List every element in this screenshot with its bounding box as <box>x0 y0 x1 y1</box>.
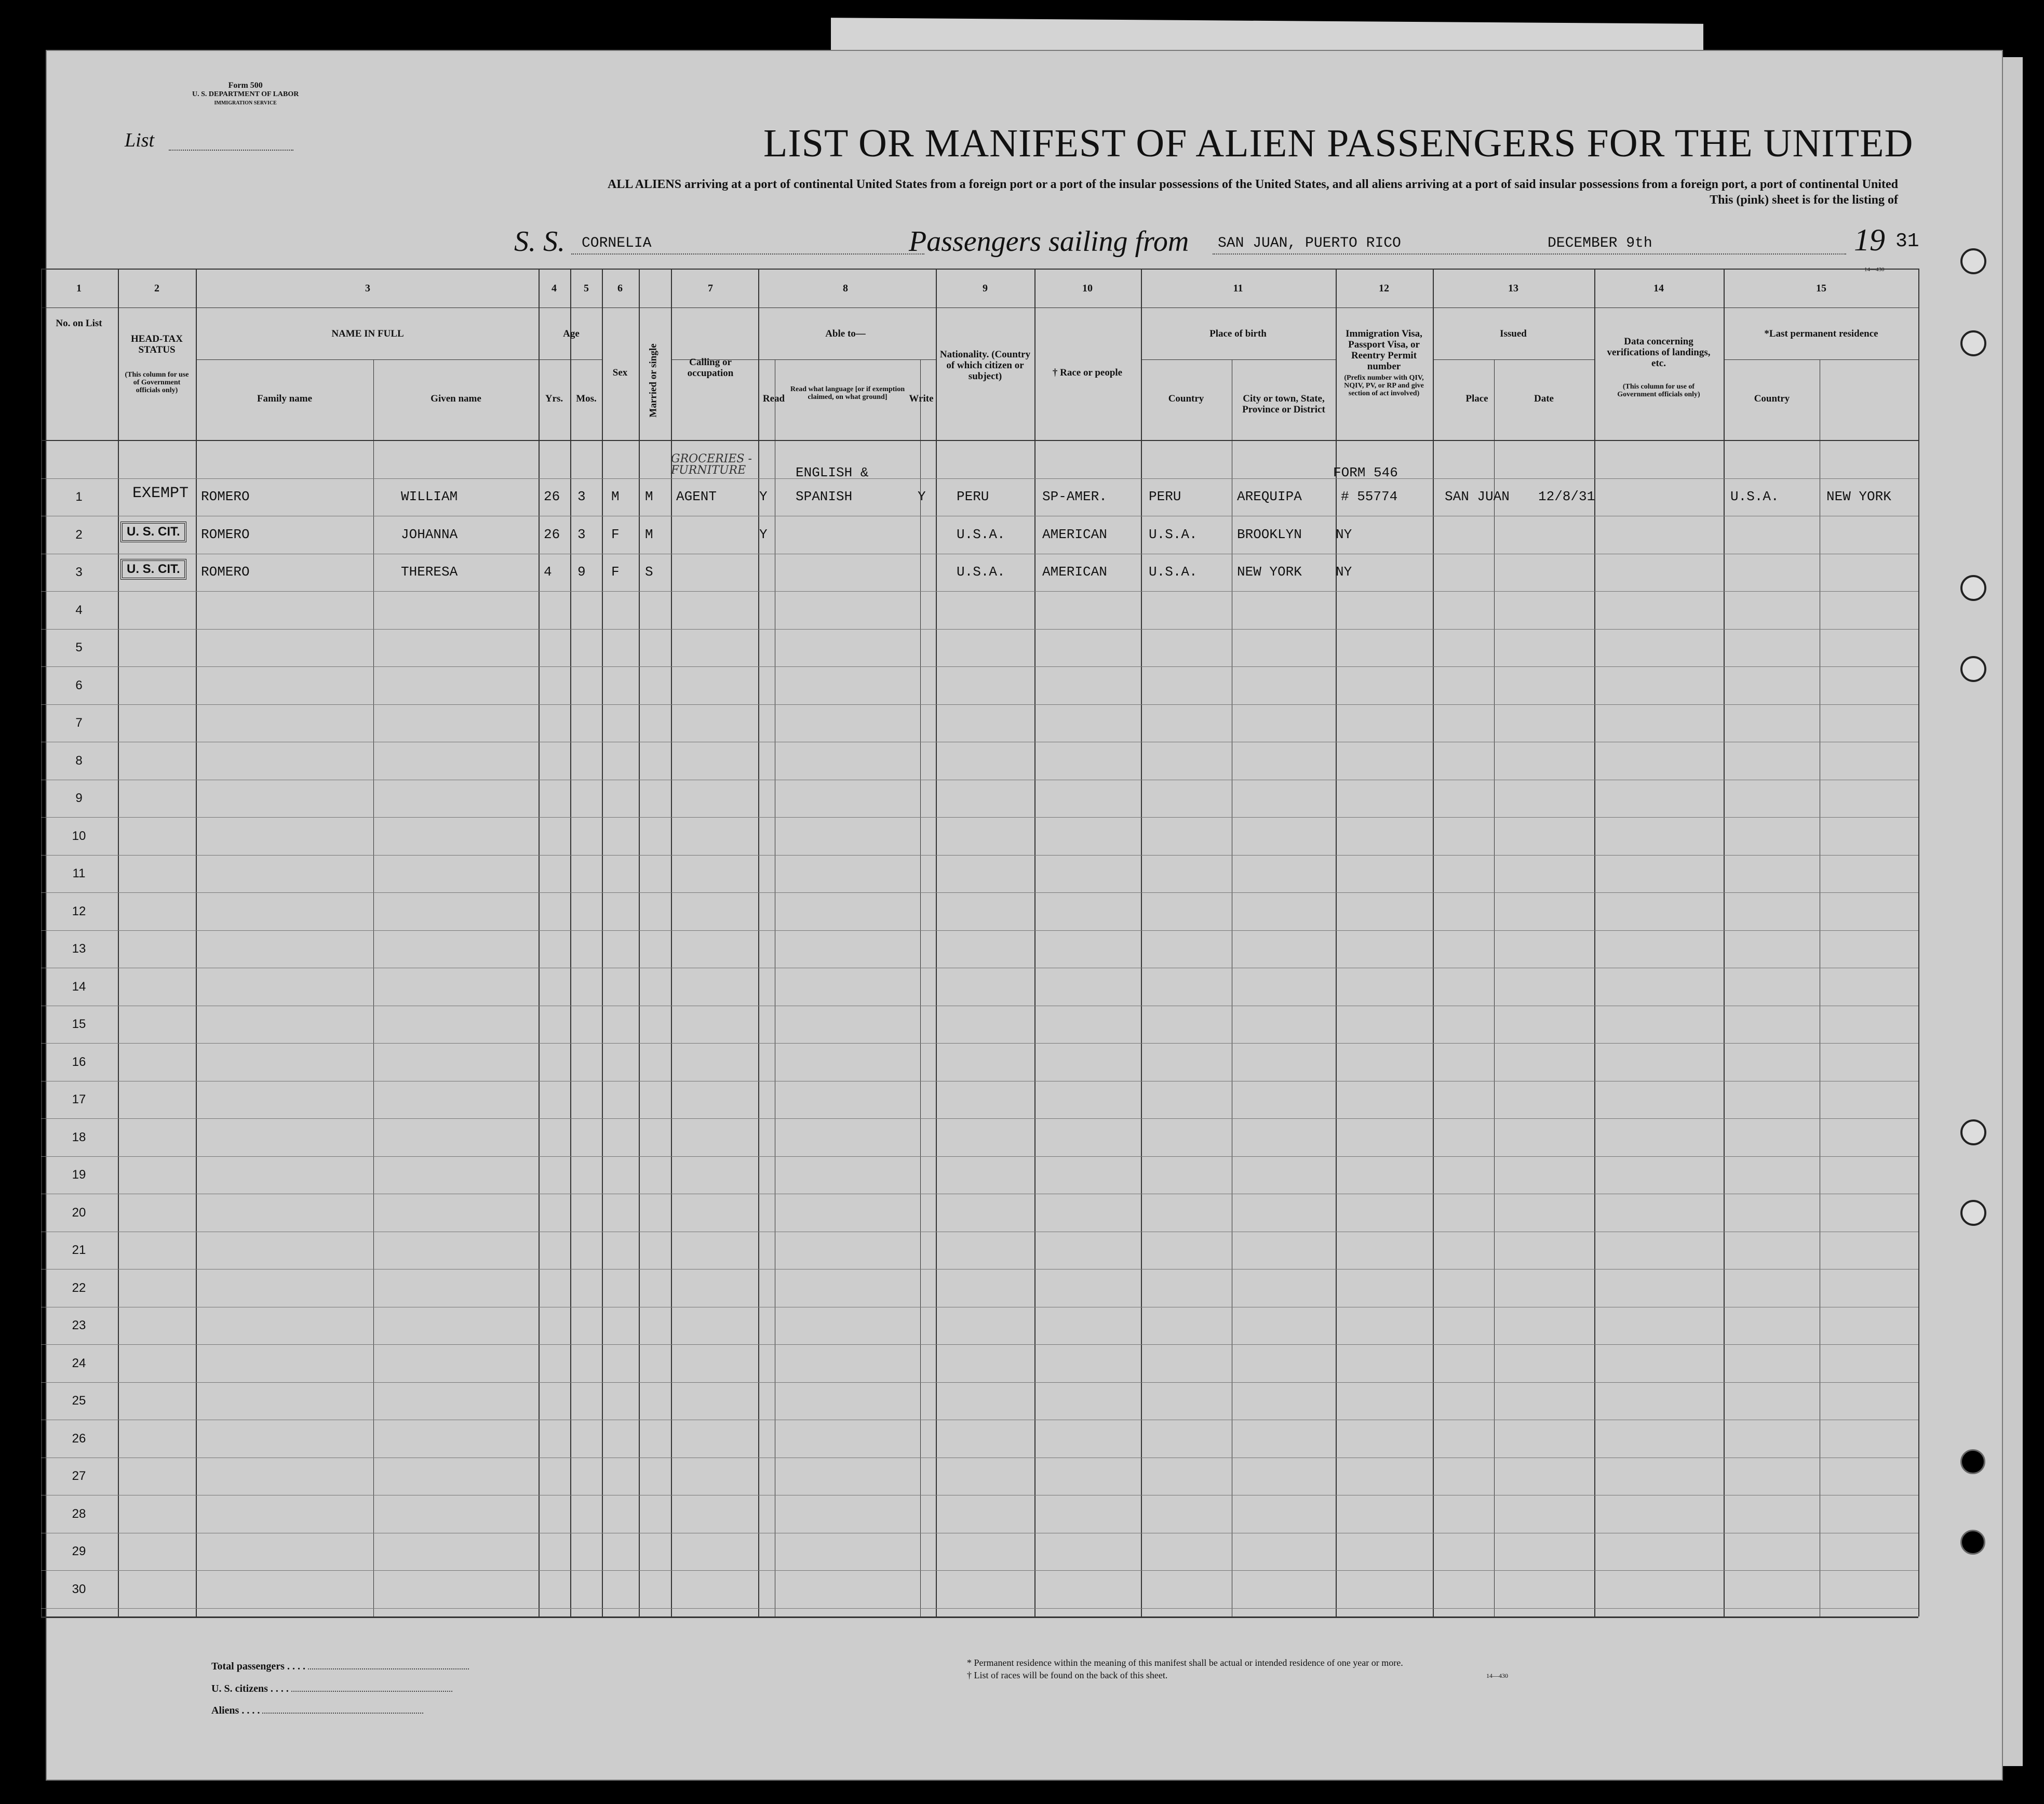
race: AMERICAN <box>1042 564 1107 580</box>
column-number: 12 <box>1379 283 1389 294</box>
column-number: 4 <box>552 283 557 294</box>
row-number: 7 <box>75 716 83 730</box>
language: SPANISH <box>796 489 853 504</box>
footer-us-citizens <box>211 1683 452 1695</box>
row-number: 25 <box>72 1394 86 1408</box>
form-header <box>192 81 299 108</box>
header-mos: Mos. <box>576 393 597 404</box>
departure-port: SAN JUAN, PUERTO RICO <box>1218 235 1401 251</box>
header-no-on-list: No. on List <box>56 318 102 329</box>
given-name: JOHANNA <box>401 526 458 542</box>
row-rule <box>41 1382 1918 1383</box>
punch-hole <box>1960 575 1986 601</box>
leader-dots: . . . . <box>267 1683 291 1694</box>
header-residence-country: Country <box>1754 393 1790 404</box>
column-rule <box>1141 269 1142 1616</box>
header-birth-country: Country <box>1168 393 1204 404</box>
passengers-label: Passengers sailing from <box>909 225 1189 258</box>
visa-form: FORM 546 <box>1333 465 1398 480</box>
subtitle <box>608 177 1898 208</box>
year-suffix: 31 <box>1895 230 1919 252</box>
header-sex: Sex <box>612 367 628 378</box>
sub-column-rule <box>920 359 921 1616</box>
column-rule <box>570 269 571 1616</box>
header-issued: Issued <box>1500 328 1527 339</box>
form-dept: U. S. DEPARTMENT OF LABOR <box>192 90 299 98</box>
punch-hole <box>1960 1119 1986 1145</box>
row-number: 30 <box>72 1582 86 1596</box>
footer-aliens-label: Aliens <box>211 1705 239 1716</box>
header-visa: Immigration Visa, Passport Visa, or Reentry Permit number <box>1346 328 1422 372</box>
header-issued-place: Place <box>1465 393 1488 404</box>
row-number: 23 <box>72 1318 86 1332</box>
sub-column-rule <box>758 359 759 1616</box>
leader-dots: . . . . <box>239 1705 263 1716</box>
form-service: IMMIGRATION SERVICE <box>214 100 277 106</box>
row-rule <box>41 1269 1918 1270</box>
punch-hole <box>1960 1200 1986 1226</box>
header-nationality: Nationality. (Country of which citizen or subject) <box>939 349 1031 382</box>
punch-hole <box>1960 1449 1985 1474</box>
row-rule <box>41 1570 1918 1571</box>
column-number: 9 <box>983 283 988 294</box>
column-number: 2 <box>154 283 159 294</box>
footnote-residence: * Permanent residence within the meaning of this manifest shall be actual or intended residence of one year or more. <box>967 1658 1403 1668</box>
row-rule <box>41 666 1918 667</box>
column-number: 3 <box>365 283 370 294</box>
head-tax-stamp: U. S. CIT. <box>120 559 186 580</box>
list-line <box>169 150 293 151</box>
birth-country: U.S.A. <box>1149 526 1198 542</box>
row-number: 20 <box>72 1205 86 1220</box>
group-rule <box>539 359 602 360</box>
group-rule <box>1433 359 1594 360</box>
column-number: 14 <box>1653 283 1664 294</box>
row-rule <box>41 1118 1918 1119</box>
row-number: 26 <box>72 1431 86 1446</box>
manifest-sheet <box>46 50 2003 1781</box>
header-race: † Race or people <box>1052 367 1123 378</box>
column-rule <box>1034 269 1036 1616</box>
row-number: 13 <box>72 942 86 956</box>
row-number: 21 <box>72 1243 86 1257</box>
family-name: ROMERO <box>201 526 250 542</box>
header-issued-date: Date <box>1534 393 1554 404</box>
column-rule <box>118 269 119 1616</box>
sex: M <box>611 489 620 504</box>
punch-hole <box>1960 656 1986 682</box>
row-rule <box>41 478 1918 479</box>
column-number: 8 <box>843 283 848 294</box>
table-bottom-rule <box>41 1616 1918 1618</box>
column-rule <box>1594 269 1595 1616</box>
header-head-tax: HEAD-TAX STATUS <box>131 333 183 355</box>
row-rule <box>41 1608 1918 1609</box>
ship-label: S. S. <box>514 225 565 258</box>
row-number: 6 <box>75 678 83 692</box>
column-rule <box>1724 269 1725 1616</box>
footer-us-citizens-blank <box>291 1691 452 1692</box>
birth-country: U.S.A. <box>1149 564 1198 580</box>
punch-hole <box>1960 330 1986 356</box>
row-number: 5 <box>75 640 83 654</box>
row-rule <box>41 1344 1918 1345</box>
marital-status: M <box>645 489 653 504</box>
issued-place: SAN JUAN <box>1445 489 1510 504</box>
header-birth-city: City or town, State, Province or District <box>1242 393 1325 415</box>
footer-total-passengers-label: Total passengers <box>211 1661 285 1672</box>
row-number: 12 <box>72 904 86 918</box>
row-rule <box>41 817 1918 818</box>
column-rule <box>539 269 540 1616</box>
birth-country: PERU <box>1149 489 1181 504</box>
header-married: Married or single <box>648 343 659 418</box>
row-number: 3 <box>75 565 83 579</box>
header-family-name: Family name <box>257 393 313 404</box>
row-rule <box>41 1043 1918 1044</box>
family-name: ROMERO <box>201 489 250 504</box>
can-write: Y <box>918 489 926 504</box>
subtitle-line-1: ALL ALIENS arriving at a port of continental United States from a foreign port or a port of the insular possessions of the United States, and all aliens arriving at a port of said insular possessions from a foreign port, a port of continental United <box>608 178 1898 191</box>
column-number: 15 <box>1816 283 1826 294</box>
leader-dots: . . . . <box>284 1661 308 1672</box>
birth-city: AREQUIPA <box>1237 489 1302 504</box>
head-tax-stamp: EXEMPT <box>132 485 189 502</box>
column-rule <box>602 269 603 1616</box>
row-number: 19 <box>72 1168 86 1182</box>
column-rule <box>196 269 197 1616</box>
given-name: WILLIAM <box>401 489 458 504</box>
header-given-name: Given name <box>431 393 481 404</box>
footer-aliens-blank <box>262 1713 423 1714</box>
row-number: 17 <box>72 1092 86 1106</box>
nationality: U.S.A. <box>957 526 1005 542</box>
head-tax-stamp: U. S. CIT. <box>120 522 186 542</box>
row-rule <box>41 591 1918 592</box>
ship-name: CORNELIA <box>582 235 652 251</box>
row-number: 11 <box>72 866 86 880</box>
sex: F <box>611 526 620 542</box>
row-number: 28 <box>72 1506 86 1521</box>
column-rule <box>1433 269 1434 1616</box>
birth-state: NY <box>1336 526 1352 542</box>
occupation: AGENT <box>676 489 717 504</box>
family-name: ROMERO <box>201 564 250 580</box>
row-number: 22 <box>72 1280 86 1295</box>
birth-state: NY <box>1336 564 1352 580</box>
group-rule <box>1724 359 1918 360</box>
row-number: 29 <box>72 1544 86 1558</box>
residence-city: NEW YORK <box>1826 489 1891 504</box>
header-place-of-birth: Place of birth <box>1209 328 1267 339</box>
row-number: 18 <box>72 1130 86 1144</box>
header-top-rule <box>41 269 1918 270</box>
departure-date: DECEMBER 9th <box>1548 235 1652 251</box>
row-number: 9 <box>75 791 83 805</box>
header-bottom-rule <box>41 440 1918 441</box>
age-months: 9 <box>577 564 586 580</box>
occupation-handwritten: GROCERIES - FURNITURE <box>671 452 752 477</box>
marital-status: S <box>645 564 653 580</box>
age-years: 4 <box>544 564 552 580</box>
manifest-grid <box>47 51 2002 1780</box>
page-title: LIST OR MANIFEST OF ALIEN PASSENGERS FOR THE UNITED <box>763 122 1914 165</box>
sex: F <box>611 564 620 580</box>
footer-form-code: 14—430 <box>1486 1672 1508 1679</box>
row-number: 8 <box>75 753 83 768</box>
departure-line <box>1213 253 1846 255</box>
can-read: Y <box>759 526 768 542</box>
language-top: ENGLISH & <box>796 465 869 480</box>
row-rule <box>41 629 1918 630</box>
nationality: U.S.A. <box>957 564 1005 580</box>
header-name-in-full: NAME IN FULL <box>331 328 404 339</box>
header-head-tax-note: (This column for use of Government officials only) <box>125 371 189 394</box>
ship-line <box>571 253 924 255</box>
row-rule <box>41 704 1918 705</box>
column-number: 11 <box>1233 283 1243 294</box>
header-write: Write <box>909 393 934 404</box>
sub-column-rule <box>373 359 374 1616</box>
age-years: 26 <box>544 526 560 542</box>
age-months: 3 <box>577 526 586 542</box>
given-name: THERESA <box>401 564 458 580</box>
birth-city: NEW YORK <box>1237 564 1302 580</box>
punch-hole <box>1960 1530 1985 1555</box>
row-number: 27 <box>72 1469 86 1483</box>
footer-total-passengers <box>211 1661 469 1673</box>
header-able-to: Able to— <box>825 328 866 339</box>
column-number: 5 <box>584 283 589 294</box>
visa-number: # 55774 <box>1341 489 1398 504</box>
sub-column-rule <box>1494 359 1495 1616</box>
header-verifications: Data concerning verifications of landings, etc. <box>1607 336 1711 369</box>
row-number: 24 <box>72 1356 86 1370</box>
row-number: 2 <box>75 527 83 542</box>
footnote-races: † List of races will be found on the back of this sheet. <box>967 1670 1168 1680</box>
list-label: List <box>125 129 155 151</box>
column-number: 6 <box>617 283 623 294</box>
column-number: 13 <box>1508 283 1518 294</box>
age-months: 3 <box>577 489 586 504</box>
birth-city: BROOKLYN <box>1237 526 1302 542</box>
column-number: 1 <box>76 283 82 294</box>
header-verifications-note: (This column for use of Government officials only) <box>1617 383 1700 398</box>
marital-status: M <box>645 526 653 542</box>
row-number: 16 <box>72 1054 86 1069</box>
column-number: 7 <box>708 283 713 294</box>
nationality: PERU <box>957 489 989 504</box>
row-rule <box>41 1156 1918 1157</box>
punch-hole <box>1960 248 1986 274</box>
subtitle-line-2: This (pink) sheet is for the listing of <box>1710 193 1898 207</box>
row-rule <box>41 930 1918 931</box>
footer-total-passengers-blank <box>308 1668 469 1669</box>
row-number: 10 <box>72 828 86 843</box>
residence-country: U.S.A. <box>1730 489 1779 504</box>
row-number: 15 <box>72 1017 86 1031</box>
race: SP-AMER. <box>1042 489 1107 504</box>
row-rule <box>41 892 1918 893</box>
row-number: 4 <box>75 603 83 617</box>
footer-aliens <box>211 1705 423 1717</box>
column-rule <box>639 269 640 1616</box>
form-code: 14—430 <box>1864 266 1885 273</box>
group-rule <box>1141 359 1336 360</box>
header-last-residence: *Last permanent residence <box>1764 328 1878 339</box>
issued-date: 12/8/31 <box>1538 489 1595 504</box>
row-rule <box>41 855 1918 856</box>
can-read: Y <box>759 489 768 504</box>
row-number: 14 <box>72 979 86 994</box>
year-prefix: 19 <box>1854 223 1885 257</box>
footer-us-citizens-label: U. S. citizens <box>211 1683 268 1694</box>
header-yrs: Yrs. <box>545 393 563 404</box>
age-years: 26 <box>544 489 560 504</box>
header-visa-note: (Prefix number with QIV, NQIV, PV, or RP and give section of act involved) <box>1344 374 1424 397</box>
form-number: Form 500 <box>228 81 263 90</box>
column-rule <box>936 269 937 1616</box>
header-read-language: Read what language [or if exemption claimed, on what ground] <box>790 385 905 401</box>
column-number: 10 <box>1082 283 1093 294</box>
header-calling: Calling or occupation <box>687 357 734 379</box>
group-rule <box>196 359 539 360</box>
column-rule <box>41 269 42 1616</box>
header-read: Read <box>762 393 785 404</box>
race: AMERICAN <box>1042 526 1107 542</box>
column-rule <box>1918 269 1919 1616</box>
header-age: Age <box>563 328 580 339</box>
row-number: 1 <box>75 490 83 504</box>
